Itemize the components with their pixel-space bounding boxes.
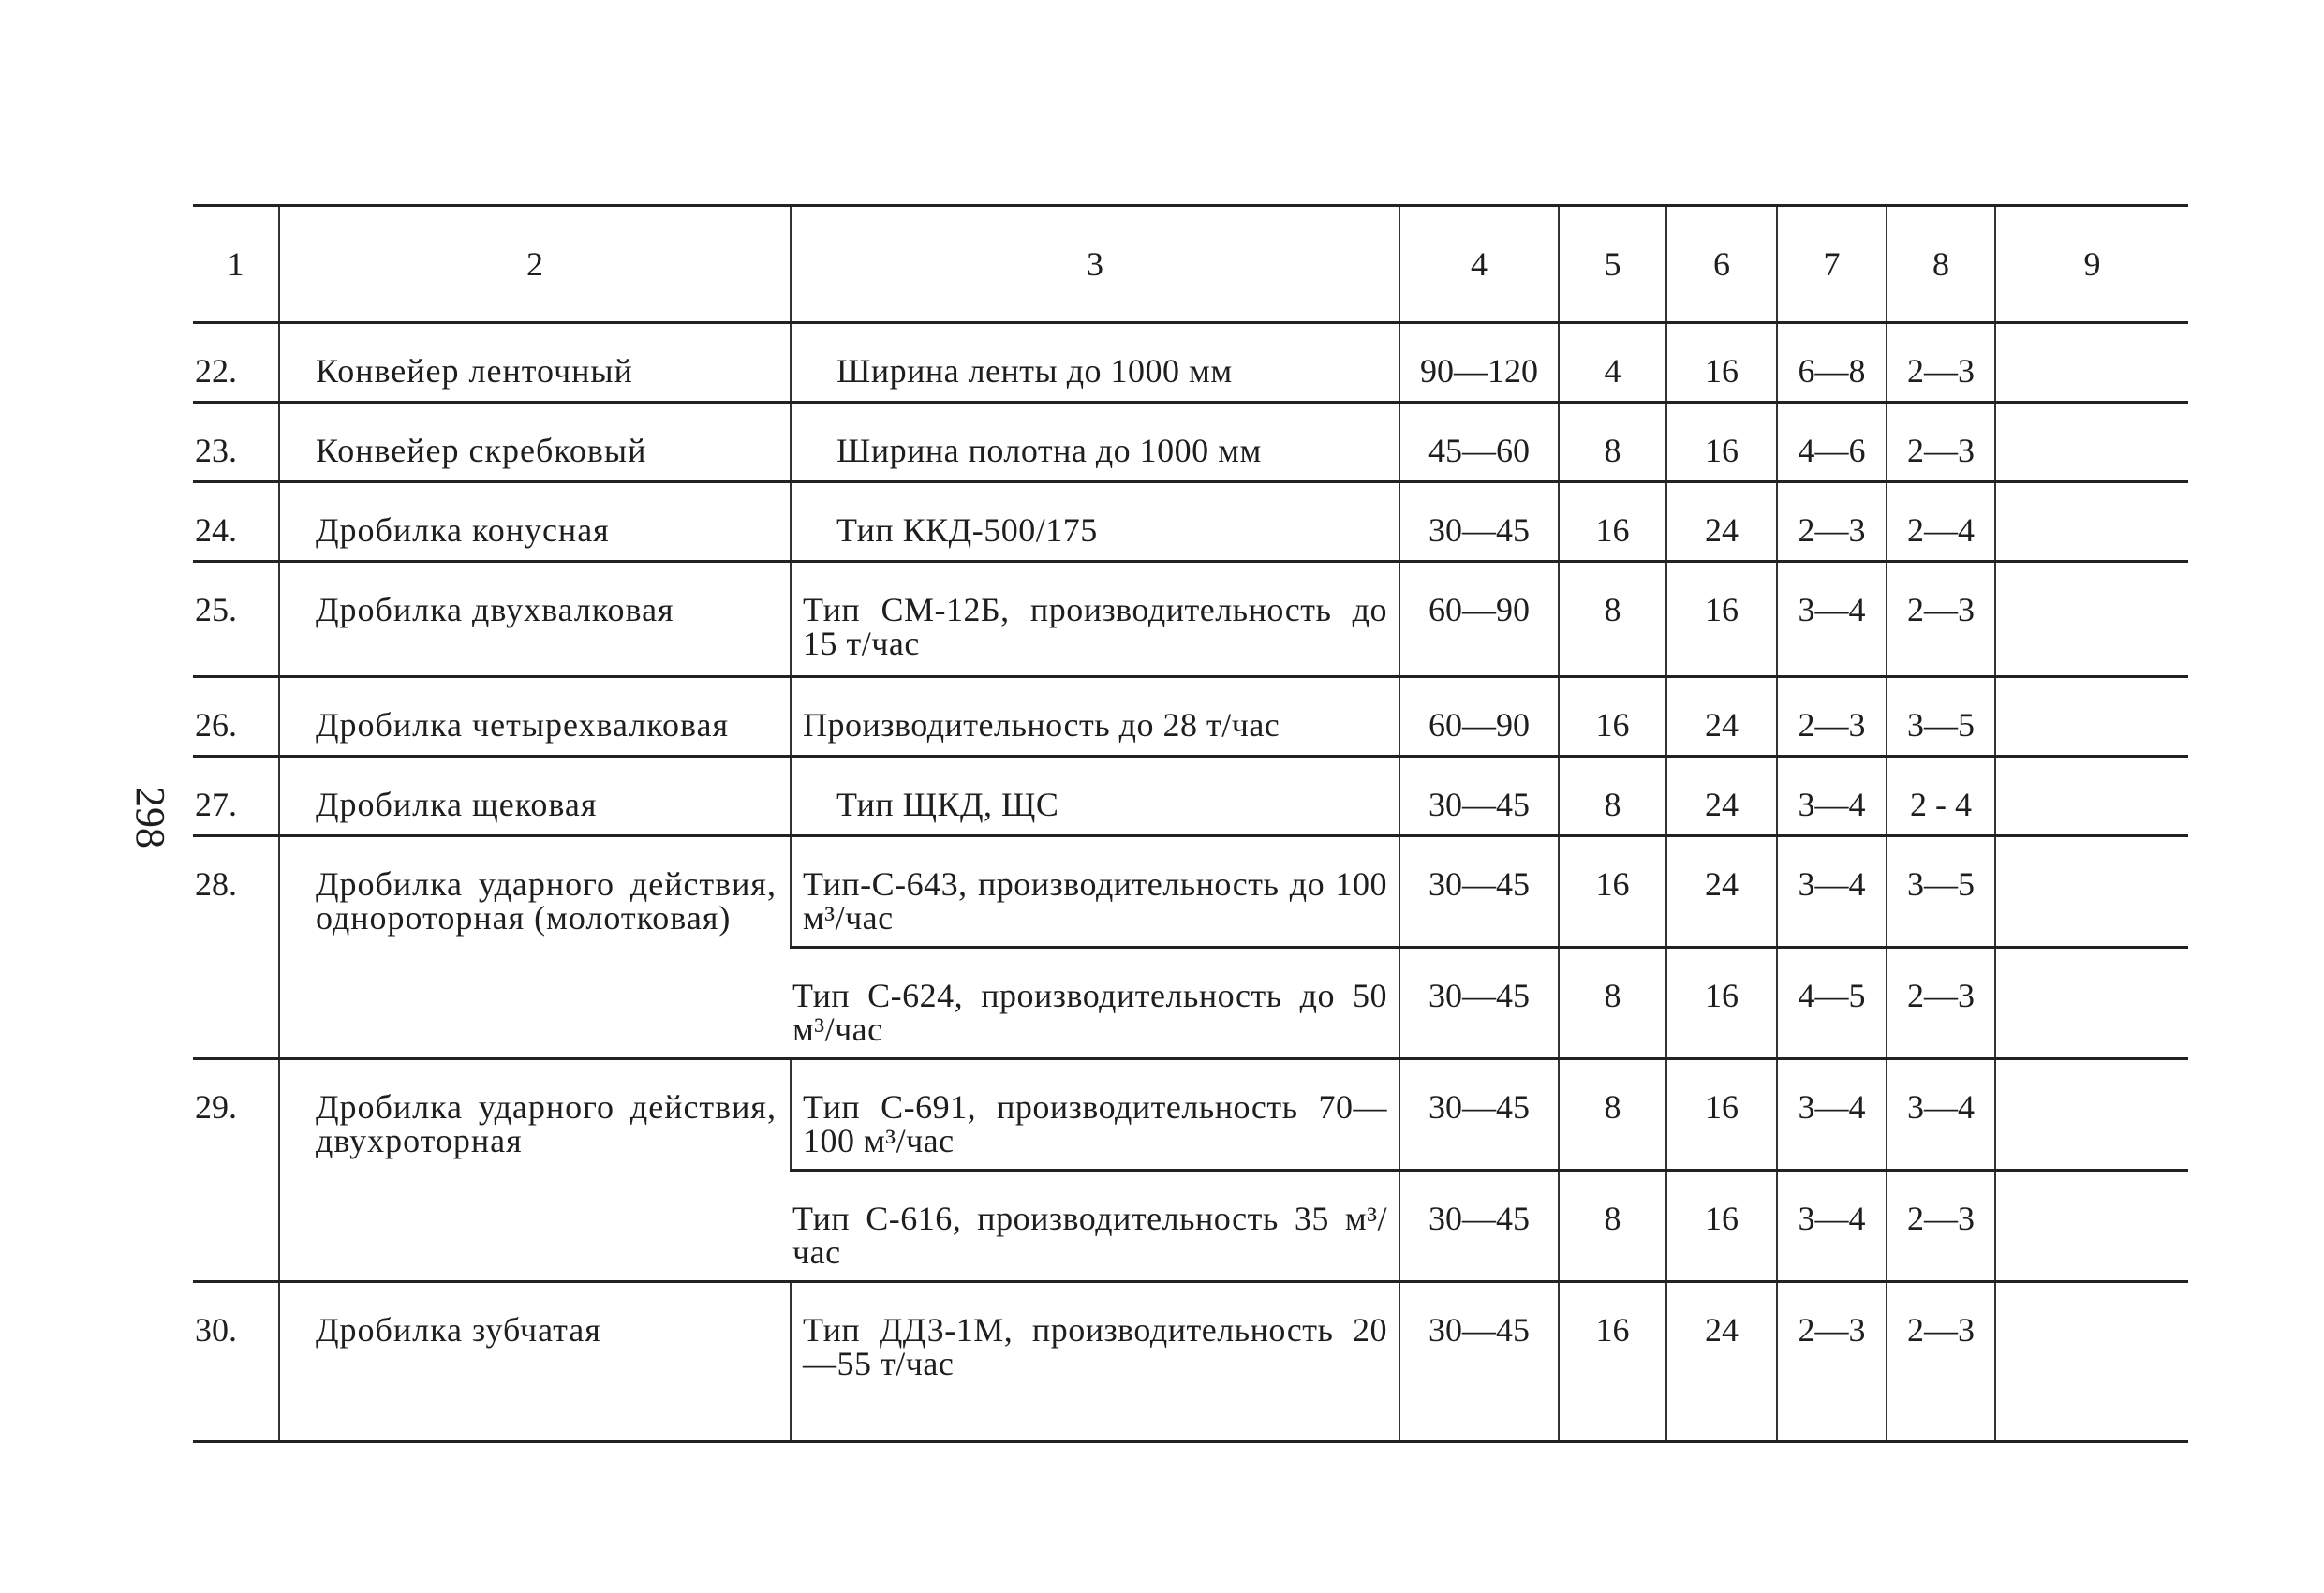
row-number: 25. [193,562,279,677]
cell-col9 [1995,757,2188,836]
col-header-1: 1 [193,206,279,323]
cell-col6: 24 [1666,1282,1777,1442]
cell-col6: 16 [1666,403,1777,482]
cell-col8: 3—4 [1887,1059,1995,1171]
spec-text: Тип ККД-500/175 [836,511,1098,549]
cell-col6: 16 [1666,562,1777,677]
cell-col4: 30—45 [1399,948,1559,1059]
cell-col5: 8 [1559,403,1666,482]
col-header-4: 4 [1399,206,1559,323]
cell-col4: 45—60 [1399,403,1559,482]
row-number: 26. [193,677,279,757]
cell-col4: 30—45 [1399,836,1559,948]
cell-col8: 2—3 [1887,323,1995,403]
cell-col7: 2—3 [1777,677,1887,757]
table-row [193,757,2188,836]
col-header-3: 3 [791,206,1399,323]
cell-col6: 16 [1666,1171,1777,1282]
equipment-name: Дробилка ударного действия, двухроторная [279,1059,791,1282]
cell-col6: 16 [1666,948,1777,1059]
equipment-spec: Тип С-616, производительность 35 м³/час [791,1171,1399,1282]
cell-col5: 16 [1559,836,1666,948]
cell-col7: 3—4 [1777,1059,1887,1171]
cell-col7: 3—4 [1777,836,1887,948]
cell-col9 [1995,482,2188,562]
equipment-spec: Тип-С-643, производительность до 100 м³/час [791,836,1399,948]
cell-col5: 8 [1559,757,1666,836]
cell-col9 [1995,948,2188,1059]
cell-col9 [1995,1171,2188,1282]
equipment-name: Дробилка двухвалковая [279,562,791,677]
equipment-table [193,204,2188,1443]
table-row [193,1282,2188,1442]
row-number: 29. [193,1059,279,1282]
cell-col4: 30—45 [1399,757,1559,836]
row-number: 24. [193,482,279,562]
equipment-name: Дробилка четырехвалковая [279,677,791,757]
cell-col6: 16 [1666,323,1777,403]
cell-col7: 6—8 [1777,323,1887,403]
row-number: 27. [193,757,279,836]
cell-col6: 24 [1666,482,1777,562]
cell-col9 [1995,836,2188,948]
page-number: 298 [127,787,173,848]
spec-text: Ширина полотна до 1000 мм [836,432,1262,469]
equipment-spec: Тип СМ-12Б, производительность до 15 т/час [791,562,1399,677]
cell-col5: 16 [1559,1282,1666,1442]
cell-col4: 30—45 [1399,482,1559,562]
cell-col4: 30—45 [1399,1171,1559,1282]
cell-col6: 16 [1666,1059,1777,1171]
cell-col9 [1995,562,2188,677]
cell-col7: 4—6 [1777,403,1887,482]
cell-col4: 30—45 [1399,1282,1559,1442]
col-header-6: 6 [1666,206,1777,323]
cell-col8: 2—3 [1887,403,1995,482]
equipment-spec [791,323,1399,403]
cell-col9 [1995,1059,2188,1171]
cell-col9 [1995,403,2188,482]
cell-col7: 3—4 [1777,757,1887,836]
cell-col5: 8 [1559,562,1666,677]
equipment-spec: Производительность до 28 т/час [791,677,1399,757]
cell-col5: 16 [1559,482,1666,562]
header-row [193,206,2188,323]
col-header-2: 2 [279,206,791,323]
cell-col8: 2—3 [1887,1282,1995,1442]
cell-col9 [1995,677,2188,757]
table-row [193,677,2188,757]
equipment-name: Конвейер ленточный [279,323,791,403]
cell-col7: 2—3 [1777,482,1887,562]
cell-col8: 2—3 [1887,948,1995,1059]
table-row [193,323,2188,403]
equipment-name: Дробилка щековая [279,757,791,836]
cell-col7: 3—4 [1777,562,1887,677]
row-number: 22. [193,323,279,403]
cell-col8: 3—5 [1887,677,1995,757]
cell-col5: 8 [1559,948,1666,1059]
equipment-spec: Тип С-624, производительность до 50 м³/час [791,948,1399,1059]
row-number: 28. [193,836,279,1059]
cell-col6: 24 [1666,836,1777,948]
cell-col4: 60—90 [1399,562,1559,677]
col-header-9: 9 [1995,206,2188,323]
cell-col7: 2—3 [1777,1282,1887,1442]
cell-col4: 90—120 [1399,323,1559,403]
cell-col7: 4—5 [1777,948,1887,1059]
table-row [193,836,2188,948]
row-number: 23. [193,403,279,482]
cell-col4: 60—90 [1399,677,1559,757]
equipment-spec [791,482,1399,562]
cell-col6: 24 [1666,757,1777,836]
cell-col6: 24 [1666,677,1777,757]
cell-col5: 16 [1559,677,1666,757]
table-row [193,482,2188,562]
cell-col5: 8 [1559,1171,1666,1282]
cell-col5: 4 [1559,323,1666,403]
equipment-name: Дробилка ударного действия, однороторная (молотковая) [279,836,791,1059]
cell-col7: 3—4 [1777,1171,1887,1282]
spec-text: Тип ЩКД, ЩС [836,786,1059,823]
col-header-7: 7 [1777,206,1887,323]
equipment-spec [791,403,1399,482]
equipment-spec: Тип ДДЗ-1М, производительность 20—55 т/час [791,1282,1399,1442]
equipment-spec: Тип С-691, производительность 70—100 м³/час [791,1059,1399,1171]
cell-col8: 2 - 4 [1887,757,1995,836]
cell-col9 [1995,1282,2188,1442]
table-row [193,562,2188,677]
row-number: 30. [193,1282,279,1442]
cell-col4: 30—45 [1399,1059,1559,1171]
cell-col8: 3—5 [1887,836,1995,948]
col-header-8: 8 [1887,206,1995,323]
table-row [193,403,2188,482]
cell-col8: 2—3 [1887,562,1995,677]
col-header-5: 5 [1559,206,1666,323]
equipment-name: Дробилка конусная [279,482,791,562]
table-row [193,1059,2188,1171]
cell-col5: 8 [1559,1059,1666,1171]
equipment-name: Конвейер скребковый [279,403,791,482]
cell-col9 [1995,323,2188,403]
equipment-name: Дробилка зубчатая [279,1282,791,1442]
cell-col8: 2—3 [1887,1171,1995,1282]
spec-text: Ширина ленты до 1000 мм [836,352,1233,390]
equipment-spec [791,757,1399,836]
cell-col8: 2—4 [1887,482,1995,562]
